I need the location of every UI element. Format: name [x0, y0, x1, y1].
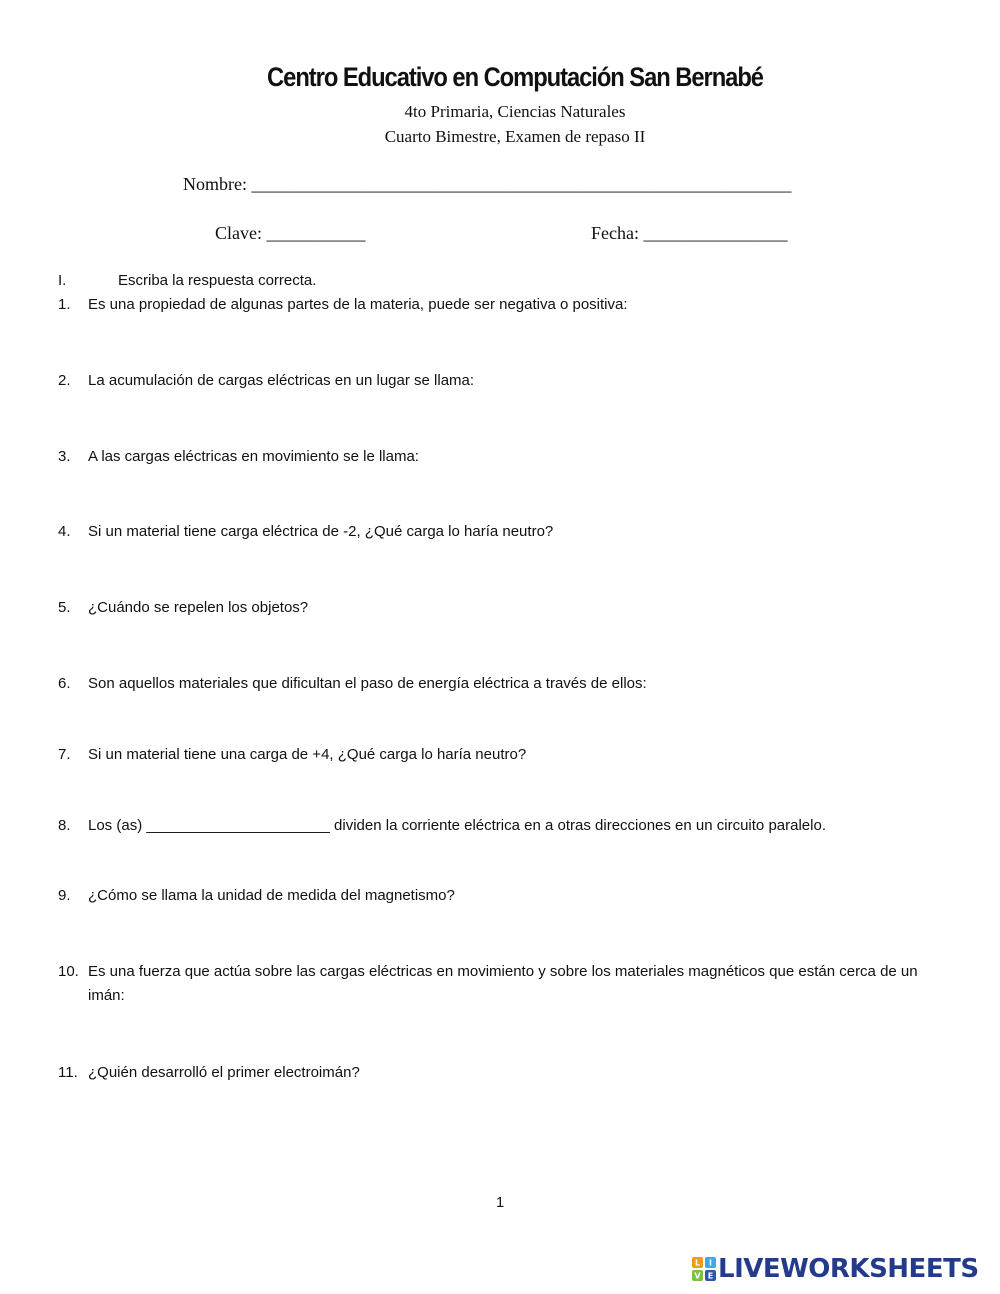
question-text: ¿Cómo se llama la unidad de medida del magnetismo? [88, 887, 455, 904]
question-number: 10. [58, 963, 79, 980]
svg-text:L: L [694, 1258, 701, 1268]
question-11 [58, 1061, 948, 1085]
question-9 [58, 884, 948, 908]
svg-text:I: I [709, 1258, 712, 1268]
question-text: Si un material tiene carga eléctrica de -2, ¿Qué carga lo haría neutro? [88, 523, 554, 540]
question-3 [58, 445, 948, 469]
question-2 [58, 369, 948, 393]
question-number: 6. [58, 675, 71, 692]
question-6 [58, 672, 948, 696]
question-number: 7. [58, 746, 71, 763]
clave-field[interactable]: Clave: ___________ [215, 223, 366, 243]
section-instruction: Escriba la respuesta correcta. [118, 272, 317, 289]
question-text: La acumulación de cargas eléctricas en un lugar se llama: [88, 372, 475, 389]
question-4 [58, 520, 948, 544]
grade-subtitle: 4to Primaria, Ciencias Naturales [404, 102, 626, 121]
question-10 [58, 960, 948, 1008]
page-number: 1 [495, 1194, 505, 1211]
question-number: 8. [58, 817, 71, 834]
question-text: A las cargas eléctricas en movimiento se le llama: [88, 448, 419, 465]
fecha-field[interactable]: Fecha: ________________ [591, 223, 788, 243]
section-numeral: I. [58, 272, 67, 289]
section-heading [58, 272, 316, 289]
svg-text:V: V [694, 1271, 701, 1281]
question-1 [58, 293, 948, 317]
question-text: ¿Cuándo se repelen los objetos? [88, 599, 309, 616]
question-number: 9. [58, 887, 71, 904]
school-title: Centro Educativo en Computación San Bernabé [267, 62, 763, 92]
liveworksheets-brand[interactable] [692, 1254, 979, 1284]
exam-subtitle: Cuarto Bimestre, Examen de repaso II [384, 127, 646, 146]
question-text: Es una propiedad de algunas partes de la materia, puede ser negativa o positiva: [88, 296, 628, 313]
liveworksheets-wordmark: LIVEWORKSHEETS [718, 1254, 979, 1284]
question-7 [58, 743, 948, 767]
liveworksheets-logo-icon [692, 1257, 716, 1281]
question-number: 11. [58, 1064, 78, 1081]
question-number: 4. [58, 523, 71, 540]
question-text: Los (as) ______________________ dividen la corriente eléctrica en a otras direcciones en un circuito paralelo. [88, 817, 826, 834]
question-number: 3. [58, 448, 71, 465]
question-5 [58, 596, 948, 620]
question-8 [58, 814, 948, 838]
question-number: 2. [58, 372, 71, 389]
question-text: ¿Quién desarrolló el primer electroimán? [88, 1064, 360, 1081]
question-text: Son aquellos materiales que dificultan el paso de energía eléctrica a través de ellos: [88, 675, 647, 692]
question-text: Es una fuerza que actúa sobre las cargas eléctricas en movimiento y sobre los materiales magnéticos que están cerca de un imán: [88, 963, 918, 1004]
question-number: 1. [58, 296, 71, 313]
question-text: Si un material tiene una carga de +4, ¿Qué carga lo haría neutro? [88, 746, 527, 763]
svg-text:E: E [707, 1271, 714, 1281]
question-number: 5. [58, 599, 71, 616]
nombre-field[interactable]: Nombre: ____________________________________________________________ [183, 174, 792, 194]
